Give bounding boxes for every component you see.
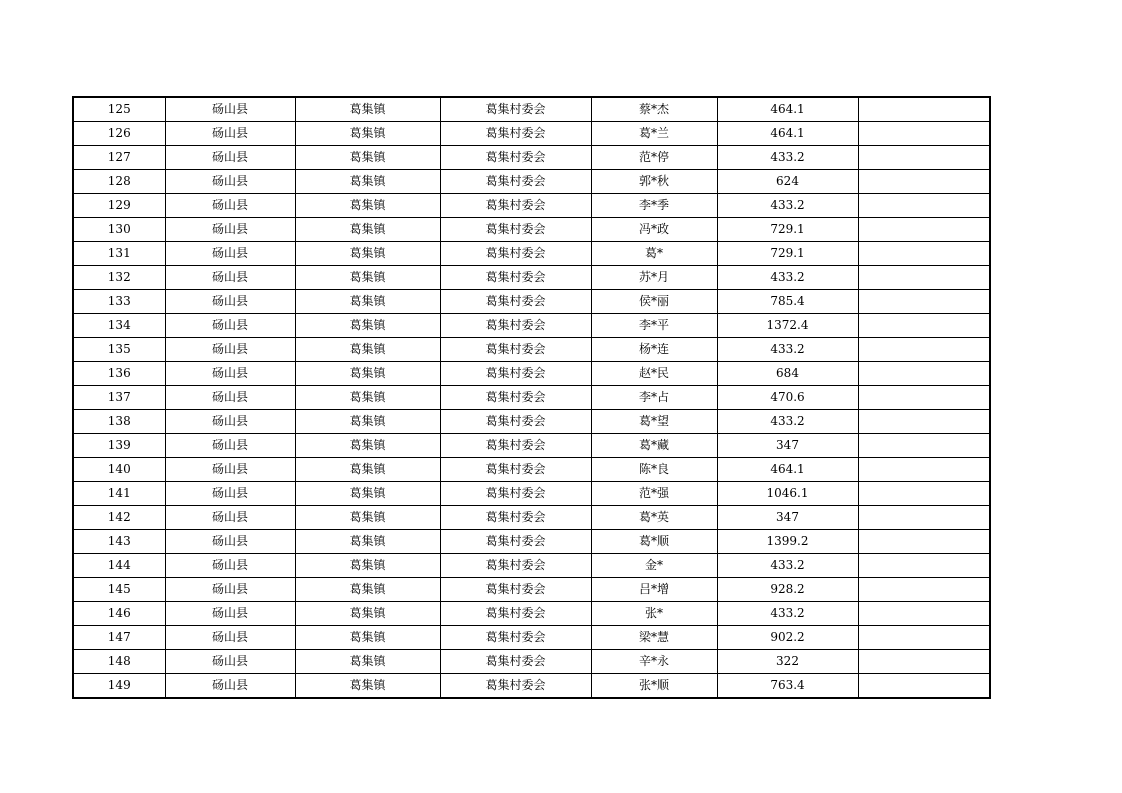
remark-cell bbox=[858, 362, 990, 386]
town-cell: 葛集镇 bbox=[295, 482, 440, 506]
amount-cell: 1399.2 bbox=[717, 530, 858, 554]
remark-cell bbox=[858, 194, 990, 218]
table-row bbox=[73, 362, 990, 386]
table-row bbox=[73, 626, 990, 650]
town-cell: 葛集镇 bbox=[295, 386, 440, 410]
village-committee-cell: 葛集村委会 bbox=[440, 146, 591, 170]
name-cell: 张* bbox=[591, 602, 717, 626]
village-committee-cell: 葛集村委会 bbox=[440, 170, 591, 194]
county-cell: 砀山县 bbox=[165, 506, 295, 530]
town-cell: 葛集镇 bbox=[295, 362, 440, 386]
row-number-cell: 138 bbox=[73, 410, 165, 434]
village-committee-cell: 葛集村委会 bbox=[440, 290, 591, 314]
county-cell: 砀山县 bbox=[165, 146, 295, 170]
row-number-cell: 140 bbox=[73, 458, 165, 482]
town-cell: 葛集镇 bbox=[295, 434, 440, 458]
table-row bbox=[73, 482, 990, 506]
amount-cell: 464.1 bbox=[717, 122, 858, 146]
remark-cell bbox=[858, 674, 990, 699]
amount-cell: 433.2 bbox=[717, 554, 858, 578]
amount-cell: 763.4 bbox=[717, 674, 858, 699]
row-number-cell: 130 bbox=[73, 218, 165, 242]
amount-cell: 347 bbox=[717, 434, 858, 458]
table-row bbox=[73, 194, 990, 218]
row-number-cell: 146 bbox=[73, 602, 165, 626]
town-cell: 葛集镇 bbox=[295, 650, 440, 674]
table-row bbox=[73, 674, 990, 699]
amount-cell: 624 bbox=[717, 170, 858, 194]
table-row bbox=[73, 410, 990, 434]
name-cell: 侯*丽 bbox=[591, 290, 717, 314]
county-cell: 砀山县 bbox=[165, 410, 295, 434]
county-cell: 砀山县 bbox=[165, 194, 295, 218]
remark-cell bbox=[858, 386, 990, 410]
county-cell: 砀山县 bbox=[165, 602, 295, 626]
county-cell: 砀山县 bbox=[165, 266, 295, 290]
town-cell: 葛集镇 bbox=[295, 626, 440, 650]
row-number-cell: 131 bbox=[73, 242, 165, 266]
remark-cell bbox=[858, 218, 990, 242]
remark-cell bbox=[858, 410, 990, 434]
row-number-cell: 145 bbox=[73, 578, 165, 602]
county-cell: 砀山县 bbox=[165, 674, 295, 699]
village-committee-cell: 葛集村委会 bbox=[440, 242, 591, 266]
amount-cell: 729.1 bbox=[717, 218, 858, 242]
row-number-cell: 142 bbox=[73, 506, 165, 530]
village-committee-cell: 葛集村委会 bbox=[440, 97, 591, 122]
remark-cell bbox=[858, 530, 990, 554]
name-cell: 赵*民 bbox=[591, 362, 717, 386]
county-cell: 砀山县 bbox=[165, 434, 295, 458]
amount-cell: 433.2 bbox=[717, 602, 858, 626]
town-cell: 葛集镇 bbox=[295, 674, 440, 699]
town-cell: 葛集镇 bbox=[295, 146, 440, 170]
amount-cell: 433.2 bbox=[717, 146, 858, 170]
remark-cell bbox=[858, 314, 990, 338]
row-number-cell: 136 bbox=[73, 362, 165, 386]
village-committee-cell: 葛集村委会 bbox=[440, 554, 591, 578]
name-cell: 郭*秋 bbox=[591, 170, 717, 194]
name-cell: 范*强 bbox=[591, 482, 717, 506]
table-row bbox=[73, 218, 990, 242]
table-row bbox=[73, 97, 990, 122]
table-row bbox=[73, 554, 990, 578]
table-row bbox=[73, 338, 990, 362]
village-committee-cell: 葛集村委会 bbox=[440, 530, 591, 554]
row-number-cell: 143 bbox=[73, 530, 165, 554]
row-number-cell: 149 bbox=[73, 674, 165, 699]
village-committee-cell: 葛集村委会 bbox=[440, 122, 591, 146]
table-row bbox=[73, 434, 990, 458]
name-cell: 金* bbox=[591, 554, 717, 578]
county-cell: 砀山县 bbox=[165, 362, 295, 386]
town-cell: 葛集镇 bbox=[295, 194, 440, 218]
table-body bbox=[73, 97, 990, 698]
amount-cell: 433.2 bbox=[717, 266, 858, 290]
row-number-cell: 137 bbox=[73, 386, 165, 410]
amount-cell: 464.1 bbox=[717, 97, 858, 122]
remark-cell bbox=[858, 170, 990, 194]
county-cell: 砀山县 bbox=[165, 458, 295, 482]
row-number-cell: 134 bbox=[73, 314, 165, 338]
row-number-cell: 127 bbox=[73, 146, 165, 170]
village-committee-cell: 葛集村委会 bbox=[440, 626, 591, 650]
town-cell: 葛集镇 bbox=[295, 97, 440, 122]
name-cell: 冯*政 bbox=[591, 218, 717, 242]
county-cell: 砀山县 bbox=[165, 290, 295, 314]
village-committee-cell: 葛集村委会 bbox=[440, 410, 591, 434]
village-committee-cell: 葛集村委会 bbox=[440, 338, 591, 362]
row-number-cell: 139 bbox=[73, 434, 165, 458]
amount-cell: 464.1 bbox=[717, 458, 858, 482]
county-cell: 砀山县 bbox=[165, 97, 295, 122]
remark-cell bbox=[858, 626, 990, 650]
name-cell: 吕*增 bbox=[591, 578, 717, 602]
amount-cell: 928.2 bbox=[717, 578, 858, 602]
village-committee-cell: 葛集村委会 bbox=[440, 458, 591, 482]
village-committee-cell: 葛集村委会 bbox=[440, 314, 591, 338]
county-cell: 砀山县 bbox=[165, 314, 295, 338]
town-cell: 葛集镇 bbox=[295, 602, 440, 626]
county-cell: 砀山县 bbox=[165, 338, 295, 362]
amount-cell: 684 bbox=[717, 362, 858, 386]
town-cell: 葛集镇 bbox=[295, 266, 440, 290]
amount-cell: 470.6 bbox=[717, 386, 858, 410]
amount-cell: 433.2 bbox=[717, 338, 858, 362]
village-committee-cell: 葛集村委会 bbox=[440, 434, 591, 458]
row-number-cell: 125 bbox=[73, 97, 165, 122]
village-committee-cell: 葛集村委会 bbox=[440, 386, 591, 410]
remark-cell bbox=[858, 578, 990, 602]
village-committee-cell: 葛集村委会 bbox=[440, 650, 591, 674]
remark-cell bbox=[858, 458, 990, 482]
remark-cell bbox=[858, 122, 990, 146]
remark-cell bbox=[858, 338, 990, 362]
village-committee-cell: 葛集村委会 bbox=[440, 674, 591, 699]
county-cell: 砀山县 bbox=[165, 626, 295, 650]
name-cell: 李*占 bbox=[591, 386, 717, 410]
county-cell: 砀山县 bbox=[165, 122, 295, 146]
table-row bbox=[73, 506, 990, 530]
remark-cell bbox=[858, 242, 990, 266]
remark-cell bbox=[858, 97, 990, 122]
table-row bbox=[73, 146, 990, 170]
town-cell: 葛集镇 bbox=[295, 578, 440, 602]
table-row bbox=[73, 602, 990, 626]
amount-cell: 902.2 bbox=[717, 626, 858, 650]
county-cell: 砀山县 bbox=[165, 482, 295, 506]
name-cell: 张*顺 bbox=[591, 674, 717, 699]
table-row bbox=[73, 650, 990, 674]
village-committee-cell: 葛集村委会 bbox=[440, 218, 591, 242]
name-cell: 葛*兰 bbox=[591, 122, 717, 146]
name-cell: 李*平 bbox=[591, 314, 717, 338]
row-number-cell: 135 bbox=[73, 338, 165, 362]
name-cell: 葛*藏 bbox=[591, 434, 717, 458]
amount-cell: 433.2 bbox=[717, 194, 858, 218]
name-cell: 葛* bbox=[591, 242, 717, 266]
county-cell: 砀山县 bbox=[165, 578, 295, 602]
town-cell: 葛集镇 bbox=[295, 506, 440, 530]
name-cell: 杨*连 bbox=[591, 338, 717, 362]
village-committee-cell: 葛集村委会 bbox=[440, 578, 591, 602]
name-cell: 梁*慧 bbox=[591, 626, 717, 650]
town-cell: 葛集镇 bbox=[295, 218, 440, 242]
row-number-cell: 144 bbox=[73, 554, 165, 578]
row-number-cell: 141 bbox=[73, 482, 165, 506]
name-cell: 范*停 bbox=[591, 146, 717, 170]
county-cell: 砀山县 bbox=[165, 650, 295, 674]
table-row bbox=[73, 458, 990, 482]
row-number-cell: 126 bbox=[73, 122, 165, 146]
county-cell: 砀山县 bbox=[165, 386, 295, 410]
amount-cell: 347 bbox=[717, 506, 858, 530]
town-cell: 葛集镇 bbox=[295, 242, 440, 266]
name-cell: 李*季 bbox=[591, 194, 717, 218]
amount-cell: 322 bbox=[717, 650, 858, 674]
county-cell: 砀山县 bbox=[165, 530, 295, 554]
remark-cell bbox=[858, 266, 990, 290]
name-cell: 蔡*杰 bbox=[591, 97, 717, 122]
village-committee-cell: 葛集村委会 bbox=[440, 602, 591, 626]
town-cell: 葛集镇 bbox=[295, 410, 440, 434]
row-number-cell: 129 bbox=[73, 194, 165, 218]
name-cell: 辛*永 bbox=[591, 650, 717, 674]
county-cell: 砀山县 bbox=[165, 242, 295, 266]
town-cell: 葛集镇 bbox=[295, 530, 440, 554]
amount-cell: 1046.1 bbox=[717, 482, 858, 506]
table-row bbox=[73, 266, 990, 290]
county-cell: 砀山县 bbox=[165, 554, 295, 578]
county-cell: 砀山县 bbox=[165, 170, 295, 194]
town-cell: 葛集镇 bbox=[295, 554, 440, 578]
town-cell: 葛集镇 bbox=[295, 290, 440, 314]
village-committee-cell: 葛集村委会 bbox=[440, 194, 591, 218]
remark-cell bbox=[858, 290, 990, 314]
village-committee-cell: 葛集村委会 bbox=[440, 506, 591, 530]
remark-cell bbox=[858, 482, 990, 506]
table-row bbox=[73, 290, 990, 314]
table-row bbox=[73, 578, 990, 602]
name-cell: 陈*良 bbox=[591, 458, 717, 482]
row-number-cell: 132 bbox=[73, 266, 165, 290]
name-cell: 葛*英 bbox=[591, 506, 717, 530]
table-row bbox=[73, 530, 990, 554]
amount-cell: 433.2 bbox=[717, 410, 858, 434]
table-row bbox=[73, 386, 990, 410]
town-cell: 葛集镇 bbox=[295, 122, 440, 146]
row-number-cell: 147 bbox=[73, 626, 165, 650]
table-row bbox=[73, 170, 990, 194]
village-committee-cell: 葛集村委会 bbox=[440, 362, 591, 386]
town-cell: 葛集镇 bbox=[295, 338, 440, 362]
amount-cell: 729.1 bbox=[717, 242, 858, 266]
remark-cell bbox=[858, 602, 990, 626]
row-number-cell: 128 bbox=[73, 170, 165, 194]
county-cell: 砀山县 bbox=[165, 218, 295, 242]
remark-cell bbox=[858, 434, 990, 458]
name-cell: 葛*望 bbox=[591, 410, 717, 434]
village-committee-cell: 葛集村委会 bbox=[440, 482, 591, 506]
data-table bbox=[72, 96, 991, 699]
table-row bbox=[73, 122, 990, 146]
name-cell: 葛*顺 bbox=[591, 530, 717, 554]
table-row bbox=[73, 314, 990, 338]
remark-cell bbox=[858, 506, 990, 530]
row-number-cell: 133 bbox=[73, 290, 165, 314]
name-cell: 苏*月 bbox=[591, 266, 717, 290]
amount-cell: 785.4 bbox=[717, 290, 858, 314]
remark-cell bbox=[858, 650, 990, 674]
row-number-cell: 148 bbox=[73, 650, 165, 674]
town-cell: 葛集镇 bbox=[295, 458, 440, 482]
remark-cell bbox=[858, 554, 990, 578]
town-cell: 葛集镇 bbox=[295, 314, 440, 338]
amount-cell: 1372.4 bbox=[717, 314, 858, 338]
table-row bbox=[73, 242, 990, 266]
remark-cell bbox=[858, 146, 990, 170]
town-cell: 葛集镇 bbox=[295, 170, 440, 194]
village-committee-cell: 葛集村委会 bbox=[440, 266, 591, 290]
